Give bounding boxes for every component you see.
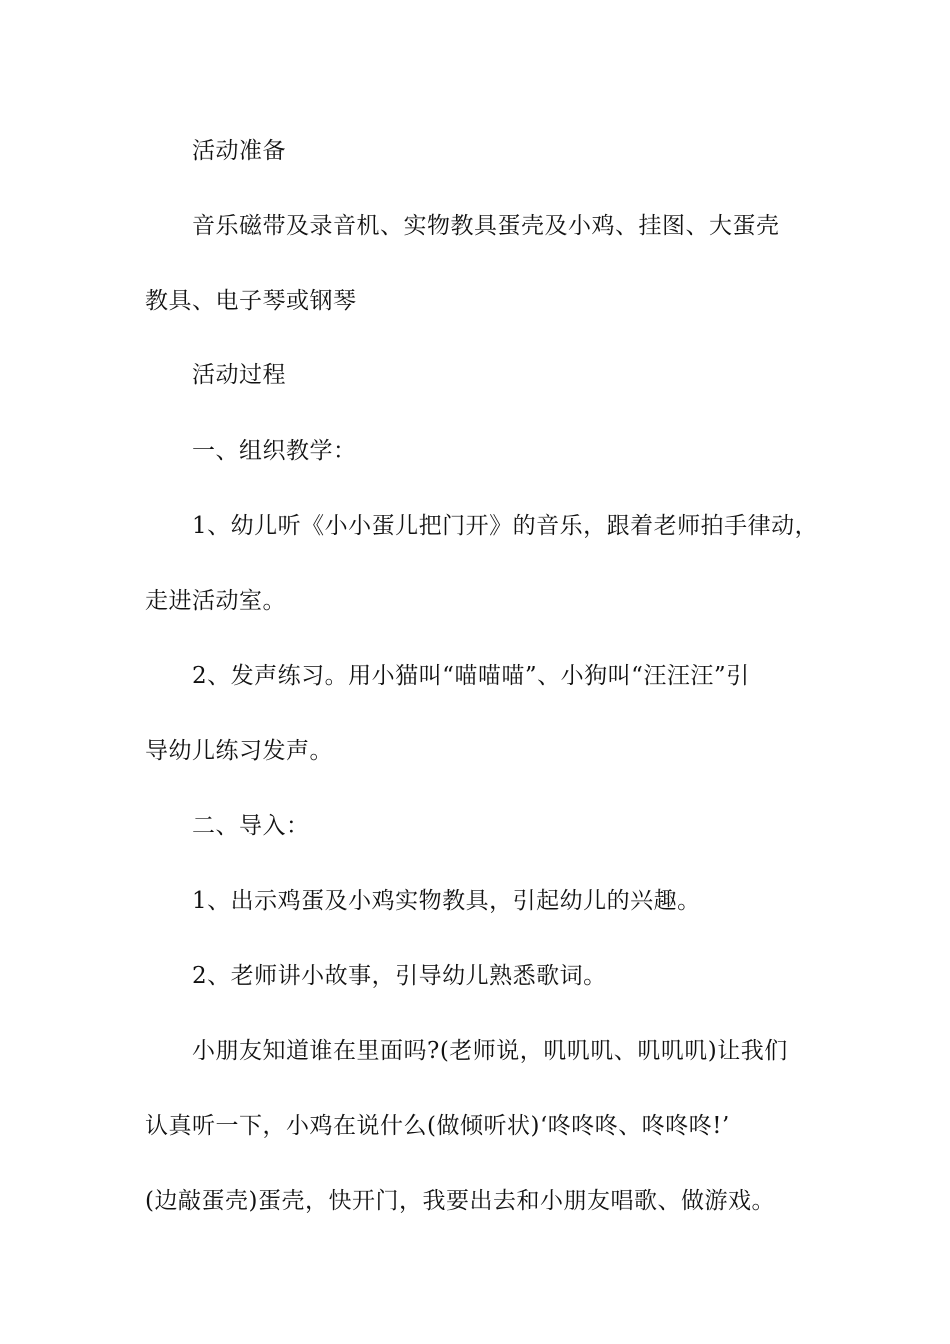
section-heading-activity-preparation: 活动准备: [192, 138, 286, 164]
paragraph-line: 1、幼儿听《小小蛋儿把门开》的音乐，跟着老师拍手律动，: [192, 513, 819, 539]
paragraph-line: 导幼儿练习发声。: [145, 738, 333, 764]
paragraph-line: 走进活动室。: [145, 588, 286, 614]
paragraph-line: 2、老师讲小故事，引导幼儿熟悉歌词。: [192, 963, 607, 989]
paragraph-line: 小朋友知道谁在里面吗?(老师说，叽叽叽、叽叽叽)让我们: [192, 1038, 788, 1064]
paragraph-line: 教具、电子琴或钢琴: [145, 288, 357, 314]
paragraph-line: (边敲蛋壳)蛋壳，快开门，我要出去和小朋友唱歌、做游戏。: [145, 1188, 775, 1214]
section-heading-activity-process: 活动过程: [192, 362, 286, 388]
paragraph-line: 音乐磁带及录音机、实物教具蛋壳及小鸡、挂图、大蛋壳: [192, 213, 780, 239]
paragraph-line: 2、发声练习。用小猫叫“喵喵喵”、小狗叫“汪汪汪”引: [192, 663, 750, 689]
subheading-organize-teaching: 一、组织教学：: [192, 438, 357, 464]
paragraph-line: 1、出示鸡蛋及小鸡实物教具，引起幼儿的兴趣。: [192, 888, 701, 914]
paragraph-line: 认真听一下，小鸡在说什么(做倾听状)‘咚咚咚、咚咚咚!’: [145, 1113, 730, 1139]
subheading-introduction: 二、导入：: [192, 813, 310, 839]
